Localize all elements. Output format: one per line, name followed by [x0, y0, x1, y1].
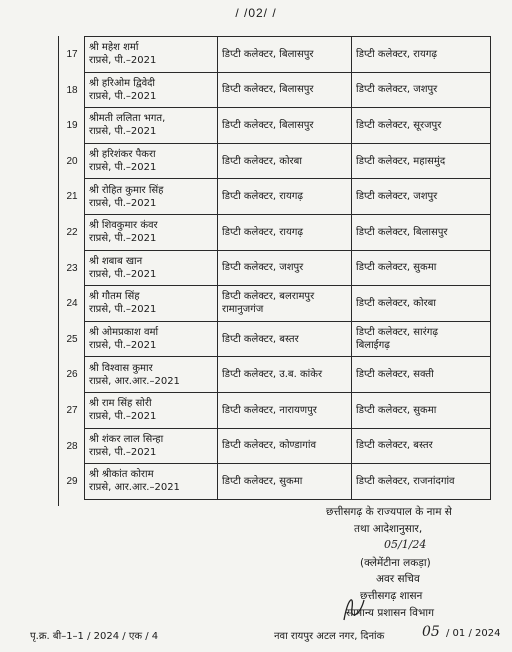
officer-cell [85, 286, 218, 322]
officer-cell-line: राप्रसे, पी.–2021 [89, 446, 157, 458]
current-posting-cell [218, 464, 352, 500]
current-posting-cell-line: डिप्टी कलेक्टर, कोण्डागांव [222, 440, 317, 452]
new-posting-cell-line: डिप्टी कलेक्टर, रायगढ़ [356, 48, 438, 60]
new-posting-cell-line: डिप्टी कलेक्टर, महासमुंद [356, 155, 446, 167]
table-row [85, 321, 491, 357]
reference-number: पृ.क्र. बी–1–1 / 2024 / एक / 4 [30, 631, 159, 642]
current-posting-cell-line: डिप्टी कलेक्टर, कोरबा [222, 155, 302, 167]
serial-number: 26 [66, 369, 78, 381]
transfer-table [84, 36, 491, 500]
new-posting-cell [352, 72, 491, 108]
officer-cell-line: राप्रसे, पी.–2021 [89, 340, 157, 352]
serial-number: 20 [66, 155, 78, 167]
officer-cell-line: राप्रसे, पी.–2021 [89, 90, 157, 102]
new-posting-cell [352, 250, 491, 286]
officer-cell [85, 464, 218, 500]
officer-cell-line: राप्रसे, पी.–2021 [89, 233, 157, 245]
current-posting-cell-line: डिप्टी कलेक्टर, बिलासपुर [222, 48, 314, 60]
officer-cell [85, 37, 218, 73]
page-marker: / /02/ / [235, 6, 277, 20]
table-row [85, 37, 491, 73]
table-row [85, 214, 491, 250]
margin-rule [58, 36, 59, 506]
current-posting-cell-line: डिप्टी कलेक्टर, उ.ब. कांकेर [222, 369, 323, 381]
officer-cell-line: श्री शंकर लाल सिन्हा [89, 433, 164, 445]
serial-number: 28 [66, 440, 78, 452]
officer-cell-line: श्रीमती ललिता भगत, [89, 113, 166, 125]
current-posting-cell-line: डिप्टी कलेक्टर, रायगढ़ [222, 191, 304, 203]
table-row [85, 108, 491, 144]
new-posting-cell [352, 37, 491, 73]
officer-cell [85, 179, 218, 215]
officer-cell [85, 250, 218, 286]
authority-line-2: तथा आदेशानुसार, [354, 523, 423, 535]
new-posting-cell-line: डिप्टी कलेक्टर, जशपुर [356, 191, 438, 203]
officer-cell-line: श्री रोहित कुमार सिंह [89, 184, 164, 196]
place-date-label: नवा रायपुर अटल नगर, दिनांक [274, 631, 385, 642]
new-posting-cell [352, 392, 491, 428]
new-posting-cell [352, 214, 491, 250]
officer-cell-line: श्री हरिशंकर पैकरा [89, 149, 156, 161]
new-posting-cell [352, 464, 491, 500]
officer-cell-line: श्री राम सिंह सोरी [89, 398, 152, 410]
current-posting-cell [218, 286, 352, 322]
current-posting-cell [218, 72, 352, 108]
current-posting-cell [218, 37, 352, 73]
current-posting-cell-line: रामानुजगंज [222, 304, 264, 316]
serial-number: 23 [66, 262, 78, 274]
signature-scribble [340, 590, 368, 626]
new-posting-cell-line: डिप्टी कलेक्टर, बस्तर [356, 440, 433, 452]
table-row [85, 392, 491, 428]
new-posting-cell [352, 143, 491, 179]
serial-number: 24 [66, 298, 78, 310]
current-posting-cell-line: डिप्टी कलेक्टर, बलरामपुर [222, 291, 315, 303]
current-posting-cell [218, 321, 352, 357]
current-posting-cell-line: डिप्टी कलेक्टर, सुकमा [222, 475, 303, 487]
officer-cell-line: श्री शिवकुमार कंवर [89, 220, 158, 232]
new-posting-cell-line: डिप्टी कलेक्टर, सारंगढ़ [356, 327, 438, 339]
authority-line: छत्तीसगढ़ के राज्यपाल के नाम से [326, 506, 452, 518]
officer-cell-line: राप्रसे, पी.–2021 [89, 411, 157, 423]
current-posting-cell [218, 143, 352, 179]
officer-cell [85, 392, 218, 428]
table-row [85, 179, 491, 215]
officer-cell-line: राप्रसे, पी.–2021 [89, 197, 157, 209]
officer-cell [85, 72, 218, 108]
current-posting-cell-line: डिप्टी कलेक्टर, बस्तर [222, 333, 299, 345]
officer-cell [85, 357, 218, 393]
serial-number: 18 [66, 84, 78, 96]
current-posting-cell [218, 392, 352, 428]
current-posting-cell [218, 179, 352, 215]
new-posting-cell [352, 108, 491, 144]
new-posting-cell [352, 286, 491, 322]
new-posting-cell-line: डिप्टी कलेक्टर, बिलासपुर [356, 226, 448, 238]
new-posting-cell-line: डिप्टी कलेक्टर, राजनांदगांव [356, 475, 455, 487]
current-posting-cell [218, 357, 352, 393]
officer-cell-line: राप्रसे, आर.आर.–2021 [89, 482, 180, 494]
officer-cell-line: राप्रसे, आर.आर.–2021 [89, 375, 180, 387]
officer-cell-line: राप्रसे, पी.–2021 [89, 55, 157, 67]
officer-cell-line: राप्रसे, पी.–2021 [89, 162, 157, 174]
new-posting-cell-line: डिप्टी कलेक्टर, सुकमा [356, 262, 437, 274]
new-posting-cell-line: डिप्टी कलेक्टर, सक्ती [356, 369, 434, 381]
officer-cell-line: श्री हरिओम द्विवेदी [89, 77, 156, 89]
officer-cell-line: राप्रसे, पी.–2021 [89, 268, 157, 280]
officer-cell-line: श्री गौतम सिंह [89, 291, 140, 303]
serial-number: 25 [66, 333, 78, 345]
current-posting-cell-line: डिप्टी कलेक्टर, जशपुर [222, 262, 304, 274]
serial-number: 29 [66, 476, 78, 488]
serial-number: 27 [66, 405, 78, 416]
new-posting-cell [352, 179, 491, 215]
new-posting-cell-line: डिप्टी कलेक्टर, कोरबा [356, 297, 436, 309]
table-row [85, 143, 491, 179]
new-posting-cell [352, 321, 491, 357]
officer-cell-line: श्री श्रीकांत कोराम [89, 469, 154, 481]
current-posting-cell [218, 428, 352, 464]
new-posting-cell [352, 428, 491, 464]
serial-number: 17 [66, 49, 78, 60]
office-line-1: छत्तीसगढ़ शासन [360, 590, 423, 602]
officer-cell-line: श्री शबाब खान [89, 255, 143, 267]
current-posting-cell-line: डिप्टी कलेक्टर, बिलासपुर [222, 119, 314, 131]
new-posting-cell-line: डिप्टी कलेक्टर, सुकमा [356, 404, 437, 416]
current-posting-cell [218, 250, 352, 286]
officer-cell-line: श्री विश्वास कुमार [89, 362, 153, 374]
officer-cell [85, 143, 218, 179]
new-posting-cell-line: डिप्टी कलेक्टर, जशपुर [356, 84, 438, 96]
officer-cell [85, 321, 218, 357]
table-row [85, 464, 491, 500]
handwritten-day: 05 [422, 624, 440, 640]
month-year: / 01 / 2024 [446, 628, 501, 639]
serial-number: 22 [66, 227, 78, 238]
table-row [85, 250, 491, 286]
signatory-designation: अवर सचिव [376, 573, 420, 585]
officer-cell-line: श्री ओमप्रकाश वर्मा [89, 327, 159, 339]
officer-cell-line: राप्रसे, पी.–2021 [89, 126, 157, 138]
handwritten-date: 05/1/24 [384, 538, 427, 551]
serial-number: 21 [66, 191, 78, 203]
table-row [85, 72, 491, 108]
current-posting-cell-line: डिप्टी कलेक्टर, रायगढ़ [222, 226, 304, 238]
new-posting-cell-line: डिप्टी कलेक्टर, सूरजपुर [356, 119, 442, 131]
current-posting-cell [218, 214, 352, 250]
table-row [85, 286, 491, 322]
current-posting-cell-line: डिप्टी कलेक्टर, नारायणपुर [222, 404, 317, 416]
officer-cell [85, 214, 218, 250]
officer-cell-line: श्री महेश शर्मा [89, 42, 139, 54]
officer-cell [85, 428, 218, 464]
table-row [85, 357, 491, 393]
officer-cell [85, 108, 218, 144]
officer-cell-line: राप्रसे, पी.–2021 [89, 304, 157, 316]
current-posting-cell [218, 108, 352, 144]
current-posting-cell-line: डिप्टी कलेक्टर, बिलासपुर [222, 84, 314, 96]
new-posting-cell [352, 357, 491, 393]
signatory-name: (क्लेमेंटीना लकड़ा) [360, 557, 431, 569]
office-line-2: सामान्य प्रशासन विभाग [346, 607, 435, 619]
serial-number: 19 [66, 120, 78, 132]
table-row [85, 428, 491, 464]
new-posting-cell-line: बिलाईगढ़ [356, 340, 390, 352]
